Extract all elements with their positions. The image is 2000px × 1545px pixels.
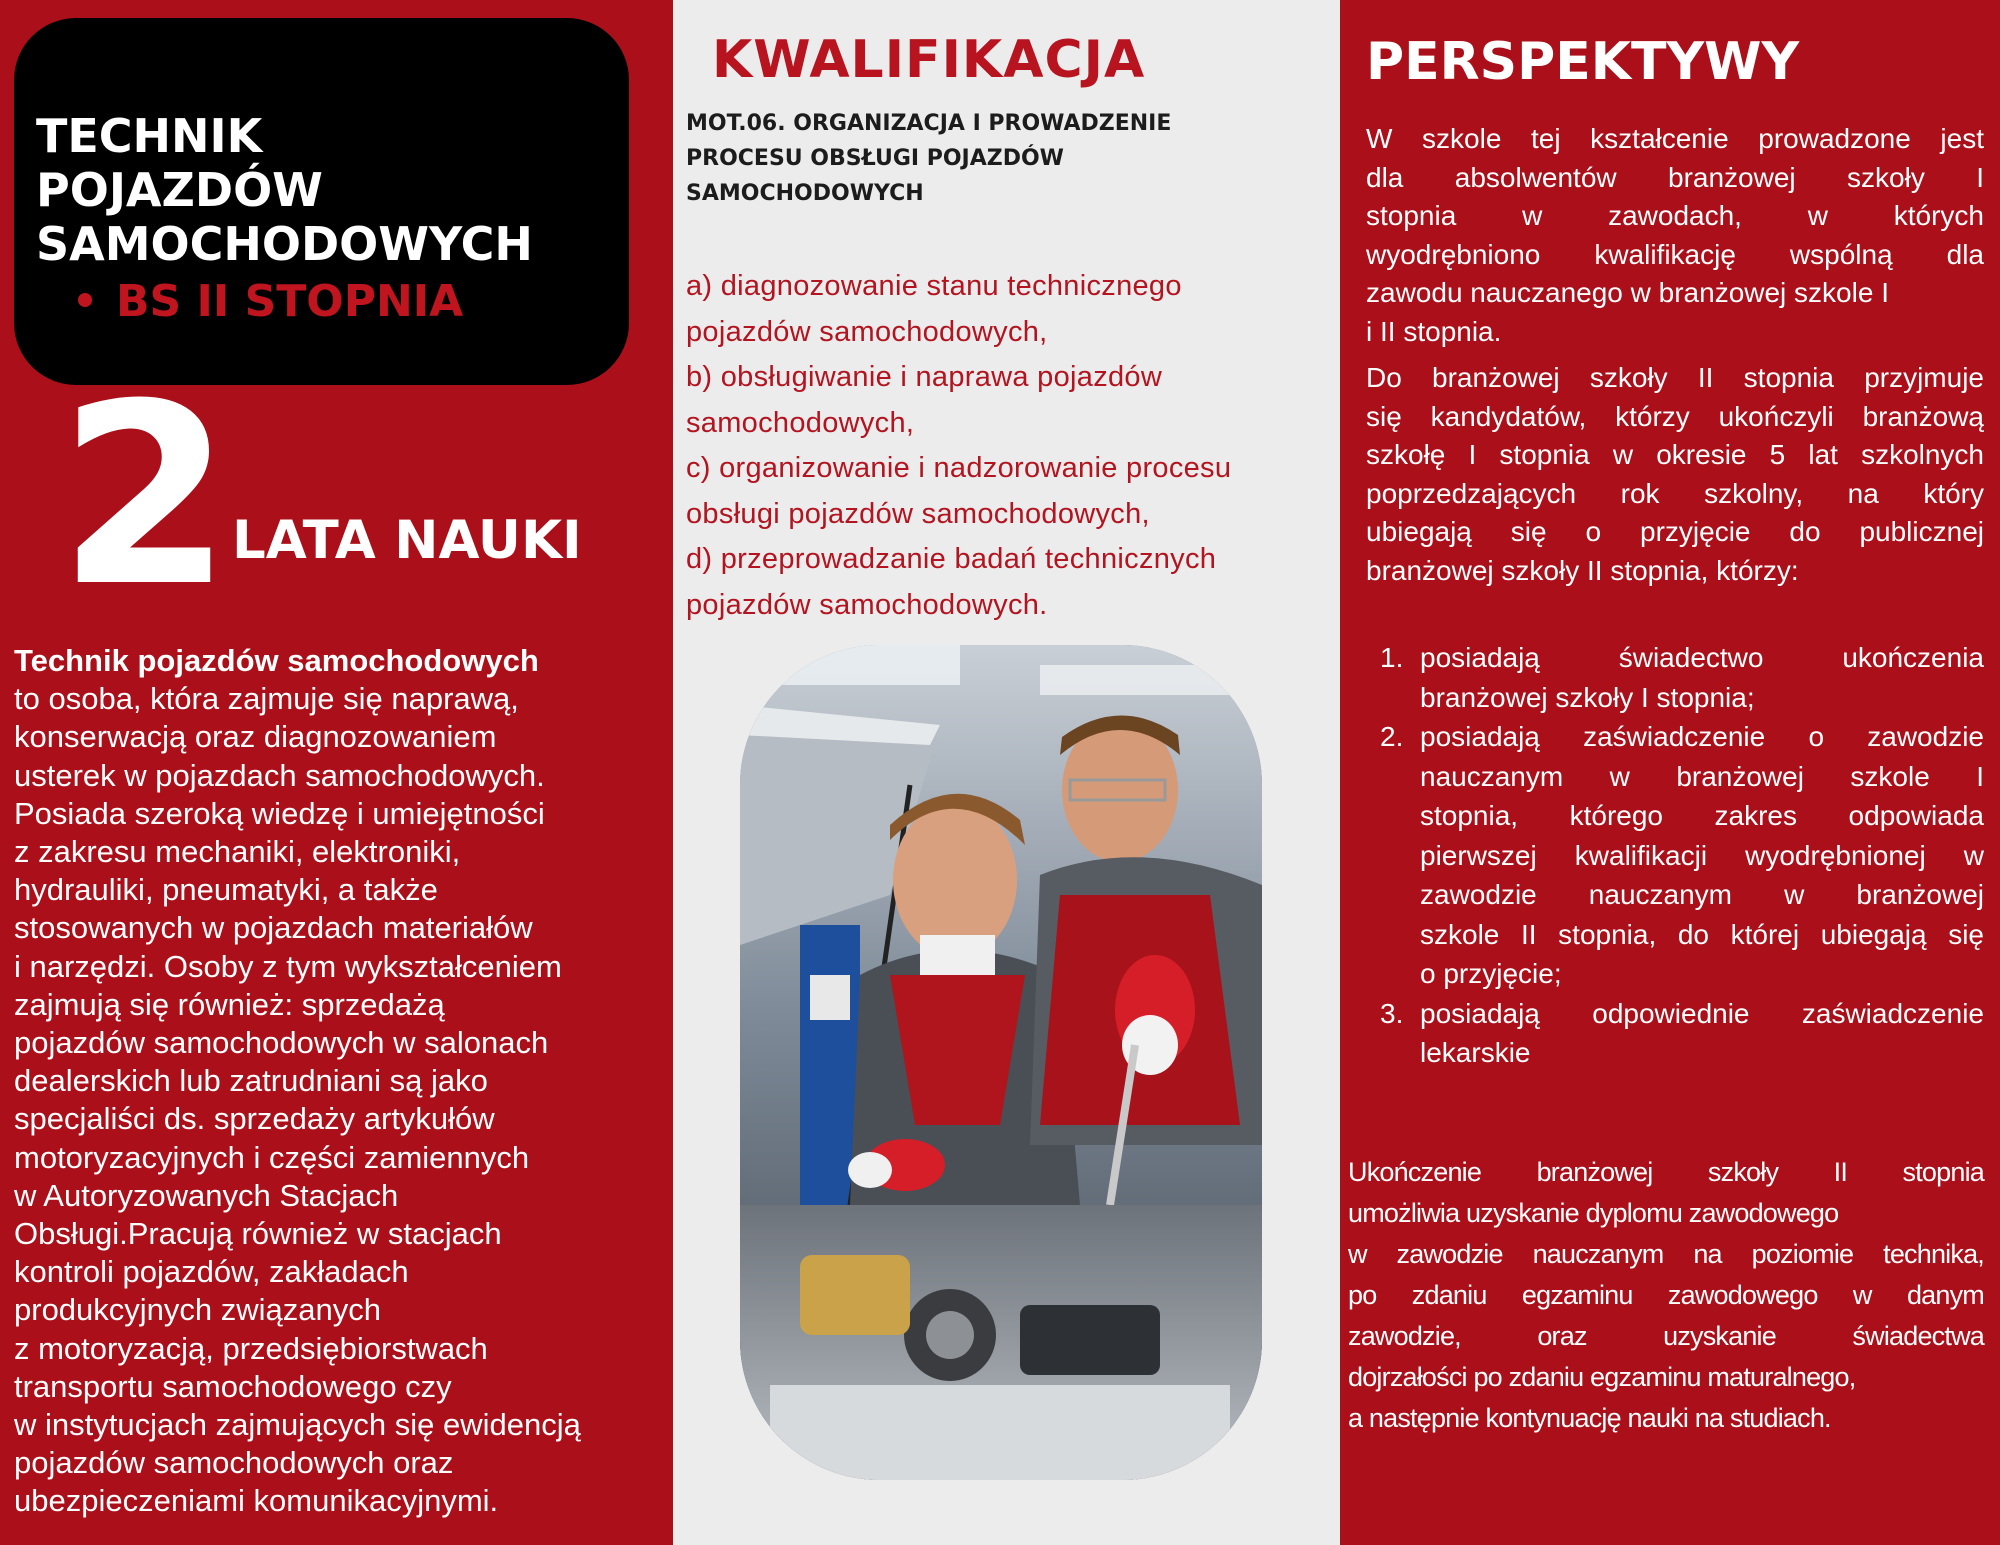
description-line: pojazdów samochodowych w salonach [14, 1025, 549, 1061]
description-line: i narzędzi. Osoby z tym wykształceniem [14, 948, 562, 984]
description-line: z zakresu mechaniki, elektroniki, [14, 834, 461, 870]
description-line: to osoba, która zajmuje się naprawą, [14, 681, 519, 717]
requirement-line: szkole II stopnia, do której ubiegają się [1420, 918, 1984, 950]
paragraph-line: wyodrębniono kwalifikację wspólną dla [1366, 238, 1984, 270]
description-line: produkcyjnych związanych [14, 1292, 382, 1328]
description-line: z motoryzacją, przedsiębiorstwach [14, 1330, 488, 1366]
description-line: w Autoryzowanych Stacjach [14, 1177, 399, 1213]
requirement-line: lekarskie [1420, 1037, 1531, 1068]
paragraph-line: Do branżowej szkoły II stopnia przyjmuje [1366, 362, 1984, 393]
qualification-code [686, 106, 1306, 211]
perspectives-title: PERSPEKTYWY [1366, 32, 1800, 92]
description-line: specjaliści ds. sprzedaży artykułów [14, 1101, 495, 1137]
paragraph-line: ubiegają się o przyjęcie do publicznej [1366, 516, 1984, 548]
skills-line: c) organizowanie i nadzorowanie procesu [686, 452, 1232, 484]
skills-line: obsługi pojazdów samochodowych, [686, 497, 1150, 530]
requirement-line: branżowej szkoły I stopnia; [1420, 681, 1755, 713]
mechanics-photo [740, 645, 1262, 1480]
paragraph-line: po zdaniu egzaminu zawodowego w danym [1348, 1280, 1984, 1310]
requirement-number: 2. [1380, 721, 1404, 752]
requirement-item [1380, 717, 1984, 994]
requirement-line: stopnia, którego zakres odpowiada [1420, 800, 1984, 831]
requirement-line: o przyjęcie; [1420, 958, 1562, 989]
paragraph-line: Ukończenie branżowej szkoły II stopnia [1348, 1157, 1984, 1187]
description-line: kontroli pojazdów, zakładach [14, 1254, 409, 1290]
description-bold: Technik pojazdów samochodowych [14, 643, 539, 678]
description-line: transportu samochodowego czy [14, 1368, 452, 1404]
skills-line: d) przeprowadzanie badań technicznych [686, 543, 1217, 575]
description-line: stosowanych w pojazdach materiałów [14, 910, 533, 946]
skills-line: pojazdów samochodowych. [686, 588, 1048, 621]
qualification-line: PROCESU OBSŁUGI POJAZDÓW [686, 146, 1064, 171]
perspectives-paragraph-2 [1366, 359, 1984, 591]
years-label: LATA NAUKI [232, 510, 582, 571]
paragraph-line: w zawodzie nauczanym na poziomie technika, [1348, 1239, 1984, 1269]
description-line: konserwacją oraz diagnozowaniem [14, 719, 497, 755]
description-line: Obsługi.Pracują również w stacjach [14, 1216, 502, 1252]
qualification-line: MOT.06. ORGANIZACJA I PROWADZENIE [686, 111, 1172, 136]
paragraph-line: zawodzie, oraz uzyskanie świadectwa [1348, 1321, 1984, 1351]
level-line [78, 276, 463, 327]
skills-line: pojazdów samochodowych, [686, 315, 1048, 348]
paragraph-line: stopnia w zawodach, w których [1366, 200, 1984, 232]
paragraph-line: W szkole tej kształcenie prowadzone jest [1366, 123, 1984, 154]
paragraph-line: szkołę I stopnia w okresie 5 lat szkolnych [1366, 439, 1984, 471]
description-line: Posiada szeroką wiedzę i umiejętności [14, 795, 545, 831]
paragraph-line: i II stopnia. [1366, 315, 1502, 347]
level-label: BS II STOPNIA [116, 276, 464, 327]
bullet-dot-icon [78, 293, 92, 307]
requirement-line: posiadają odpowiednie zaświadczenie [1420, 997, 1984, 1029]
paragraph-line: poprzedzających rok szkolny, na który [1366, 477, 1984, 509]
requirement-item [1380, 994, 1984, 1073]
paragraph-line: branżowej szkoły II stopnia, którzy: [1366, 554, 1799, 586]
skills-line: samochodowych, [686, 406, 915, 439]
description-line: hydrauliki, pneumatyki, a także [14, 872, 438, 908]
requirement-line: zawodzie nauczanym w branżowej [1420, 879, 1984, 910]
skills-list [686, 264, 1326, 628]
requirement-number: 1. [1380, 642, 1404, 673]
paragraph-line: się kandydatów, którzy ukończyli branżową [1366, 400, 1984, 432]
qualification-title: KWALIFIKACJA [712, 30, 1146, 90]
paragraph-line: a następnie kontynuację nauki na studiach. [1348, 1403, 1831, 1433]
title-box [14, 18, 629, 385]
requirement-number: 3. [1380, 997, 1404, 1029]
perspectives-paragraph-1 [1366, 120, 1984, 352]
requirement-item [1380, 638, 1984, 717]
paragraph-line: zawodu nauczanego w branżowej szkole I [1366, 277, 1889, 309]
left-panel [0, 0, 673, 1545]
description-line: w instytucjach zajmujących się ewidencją [14, 1407, 581, 1443]
qualification-line: SAMOCHODOWYCH [686, 181, 924, 206]
description-line: dealerskich lub zatrudniani są jako [14, 1063, 488, 1099]
graduation-paragraph [1348, 1152, 1984, 1439]
title-line-2: POJAZDÓW [36, 163, 323, 217]
description-line: pojazdów samochodowych oraz [14, 1445, 454, 1481]
skills-line: b) obsługiwanie i naprawa pojazdów [686, 361, 1163, 393]
paragraph-line: dojrzałości po zdaniu egzaminu maturalnego, [1348, 1362, 1856, 1392]
skills-line: a) diagnozowanie stanu technicznego [686, 270, 1182, 302]
description-line: zajmują się również: sprzedażą [14, 986, 445, 1022]
paragraph-line: umożliwia uzyskanie dyplomu zawodowego [1348, 1198, 1839, 1228]
years-number: 2 [58, 350, 226, 641]
requirement-line: posiadają zaświadczenie o zawodzie [1420, 721, 1984, 752]
requirements-list [1380, 638, 1984, 1073]
title-line-1: TECHNIK [36, 109, 263, 163]
description-line: motoryzacyjnych i części zamiennych [14, 1139, 530, 1175]
description-line: ubezpieczeniami komunikacyjnymi. [14, 1483, 499, 1519]
description [14, 642, 664, 1521]
requirement-line: nauczanym w branżowej szkole I [1420, 760, 1984, 792]
paragraph-line: dla absolwentów branżowej szkoły I [1366, 161, 1984, 193]
description-line: usterek w pojazdach samochodowych. [14, 757, 545, 793]
title-line-3: SAMOCHODOWYCH [36, 217, 533, 271]
requirement-line: pierwszej kwalifikacji wyodrębnionej w [1420, 839, 1984, 871]
mechanics-photo-illustration [740, 645, 1262, 1480]
requirement-line: posiadają świadectwo ukończenia [1420, 642, 1984, 673]
